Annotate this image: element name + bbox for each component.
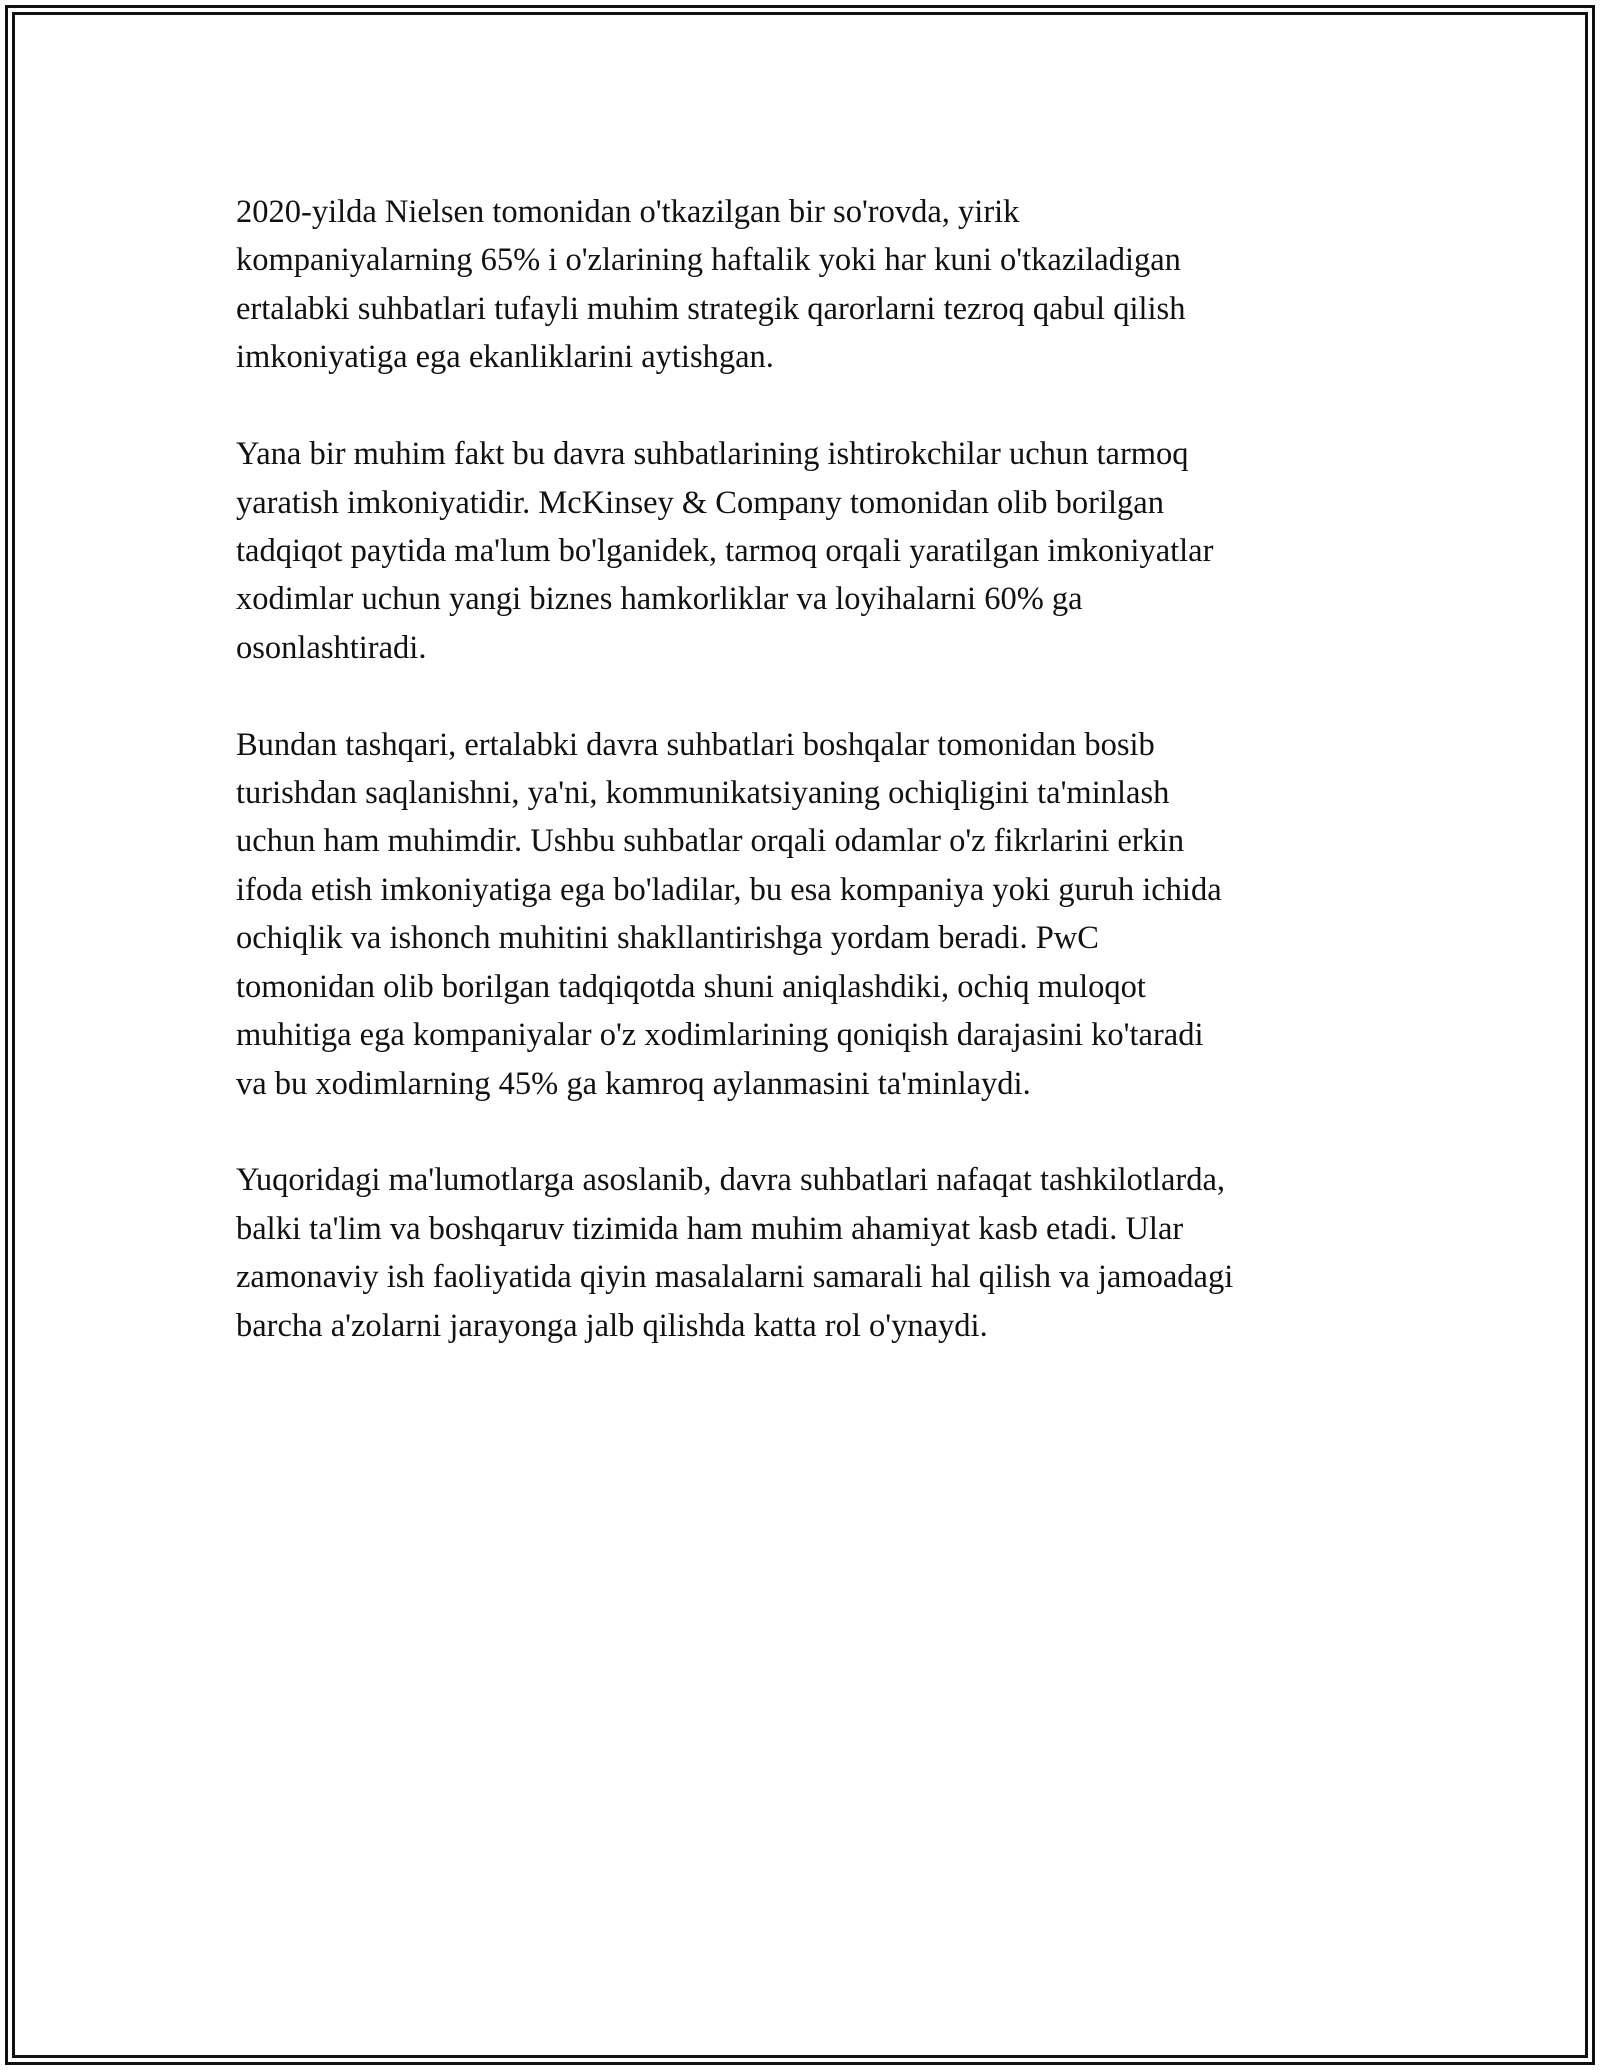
text-line: uchun ham muhimdir. Ushbu suhbatlar orqali odamlar o'z fikrlarini erkin [236,823,1185,860]
text-line: 2020-yilda Nielsen tomonidan o'tkazilgan bir so'rovda, yirik [236,194,1020,230]
text-line: xodimlar uchun yangi biznes hamkorliklar va loyihalarni 60% ga [236,581,1083,618]
text-line: zamonaviy ish faoliyatida qiyin masalalarni samarali hal qilish va jamoadagi [236,1259,1234,1296]
text-line: turishdan saqlanishni, ya'ni, kommunikatsiyaning ochiqligini ta'minlash [236,775,1170,812]
text-line: yaratish imkoniyatidir. McKinsey & Company tomonidan olib borilgan [236,484,1164,521]
paragraph-1 [236,188,1376,382]
text-line: Bundan tashqari, ertalabki davra suhbatlari boshqalar tomonidan bosib [236,726,1155,763]
text-line: ertalabki suhbatlari tufayli muhim strategik qarorlarni tezroq qabul qilish [236,290,1186,327]
text-line: ifoda etish imkoniyatiga ega bo'ladilar, bu esa kompaniya yoki guruh ichida [236,871,1222,908]
text-line: tadqiqot paytida ma'lum bo'lganidek, tarmoq orqali yaratilgan imkoniyatlar [236,532,1214,569]
text-line: osonlashtiradi. [236,629,427,666]
paragraph-3 [236,721,1376,1108]
text-line: balki ta'lim va boshqaruv tizimida ham muhim ahamiyat kasb etadi. Ular [236,1210,1184,1247]
text-line: ochiqlik va ishonch muhitini shakllantirishga yordam beradi. PwC [236,920,1099,957]
text-line: barcha a'zolarni jarayonga jalb qilishda katta rol o'ynaydi. [236,1307,988,1344]
paragraph-2 [236,430,1376,672]
document-body [236,188,1376,1350]
text-line: Yana bir muhim fakt bu davra suhbatlarining ishtirokchilar uchun tarmoq [236,436,1189,473]
text-line: muhitiga ega kompaniyalar o'z xodimlarining qoniqish darajasini ko'taradi [236,1017,1204,1054]
text-line: tomonidan olib borilgan tadqiqotda shuni aniqlashdiki, ochiq muloqot [236,968,1146,1005]
text-line: imkoniyatiga ega ekanliklarini aytishgan. [236,339,774,376]
text-line: kompaniyalarning 65% i o'zlarining haftalik yoki har kuni o'tkaziladigan [236,242,1181,279]
paragraph-4 [236,1156,1376,1350]
text-line: va bu xodimlarning 45% ga kamroq aylanmasini ta'minlaydi. [236,1065,1031,1102]
text-line: Yuqoridagi ma'lumotlarga asoslanib, davra suhbatlari nafaqat tashkilotlarda, [236,1162,1225,1199]
